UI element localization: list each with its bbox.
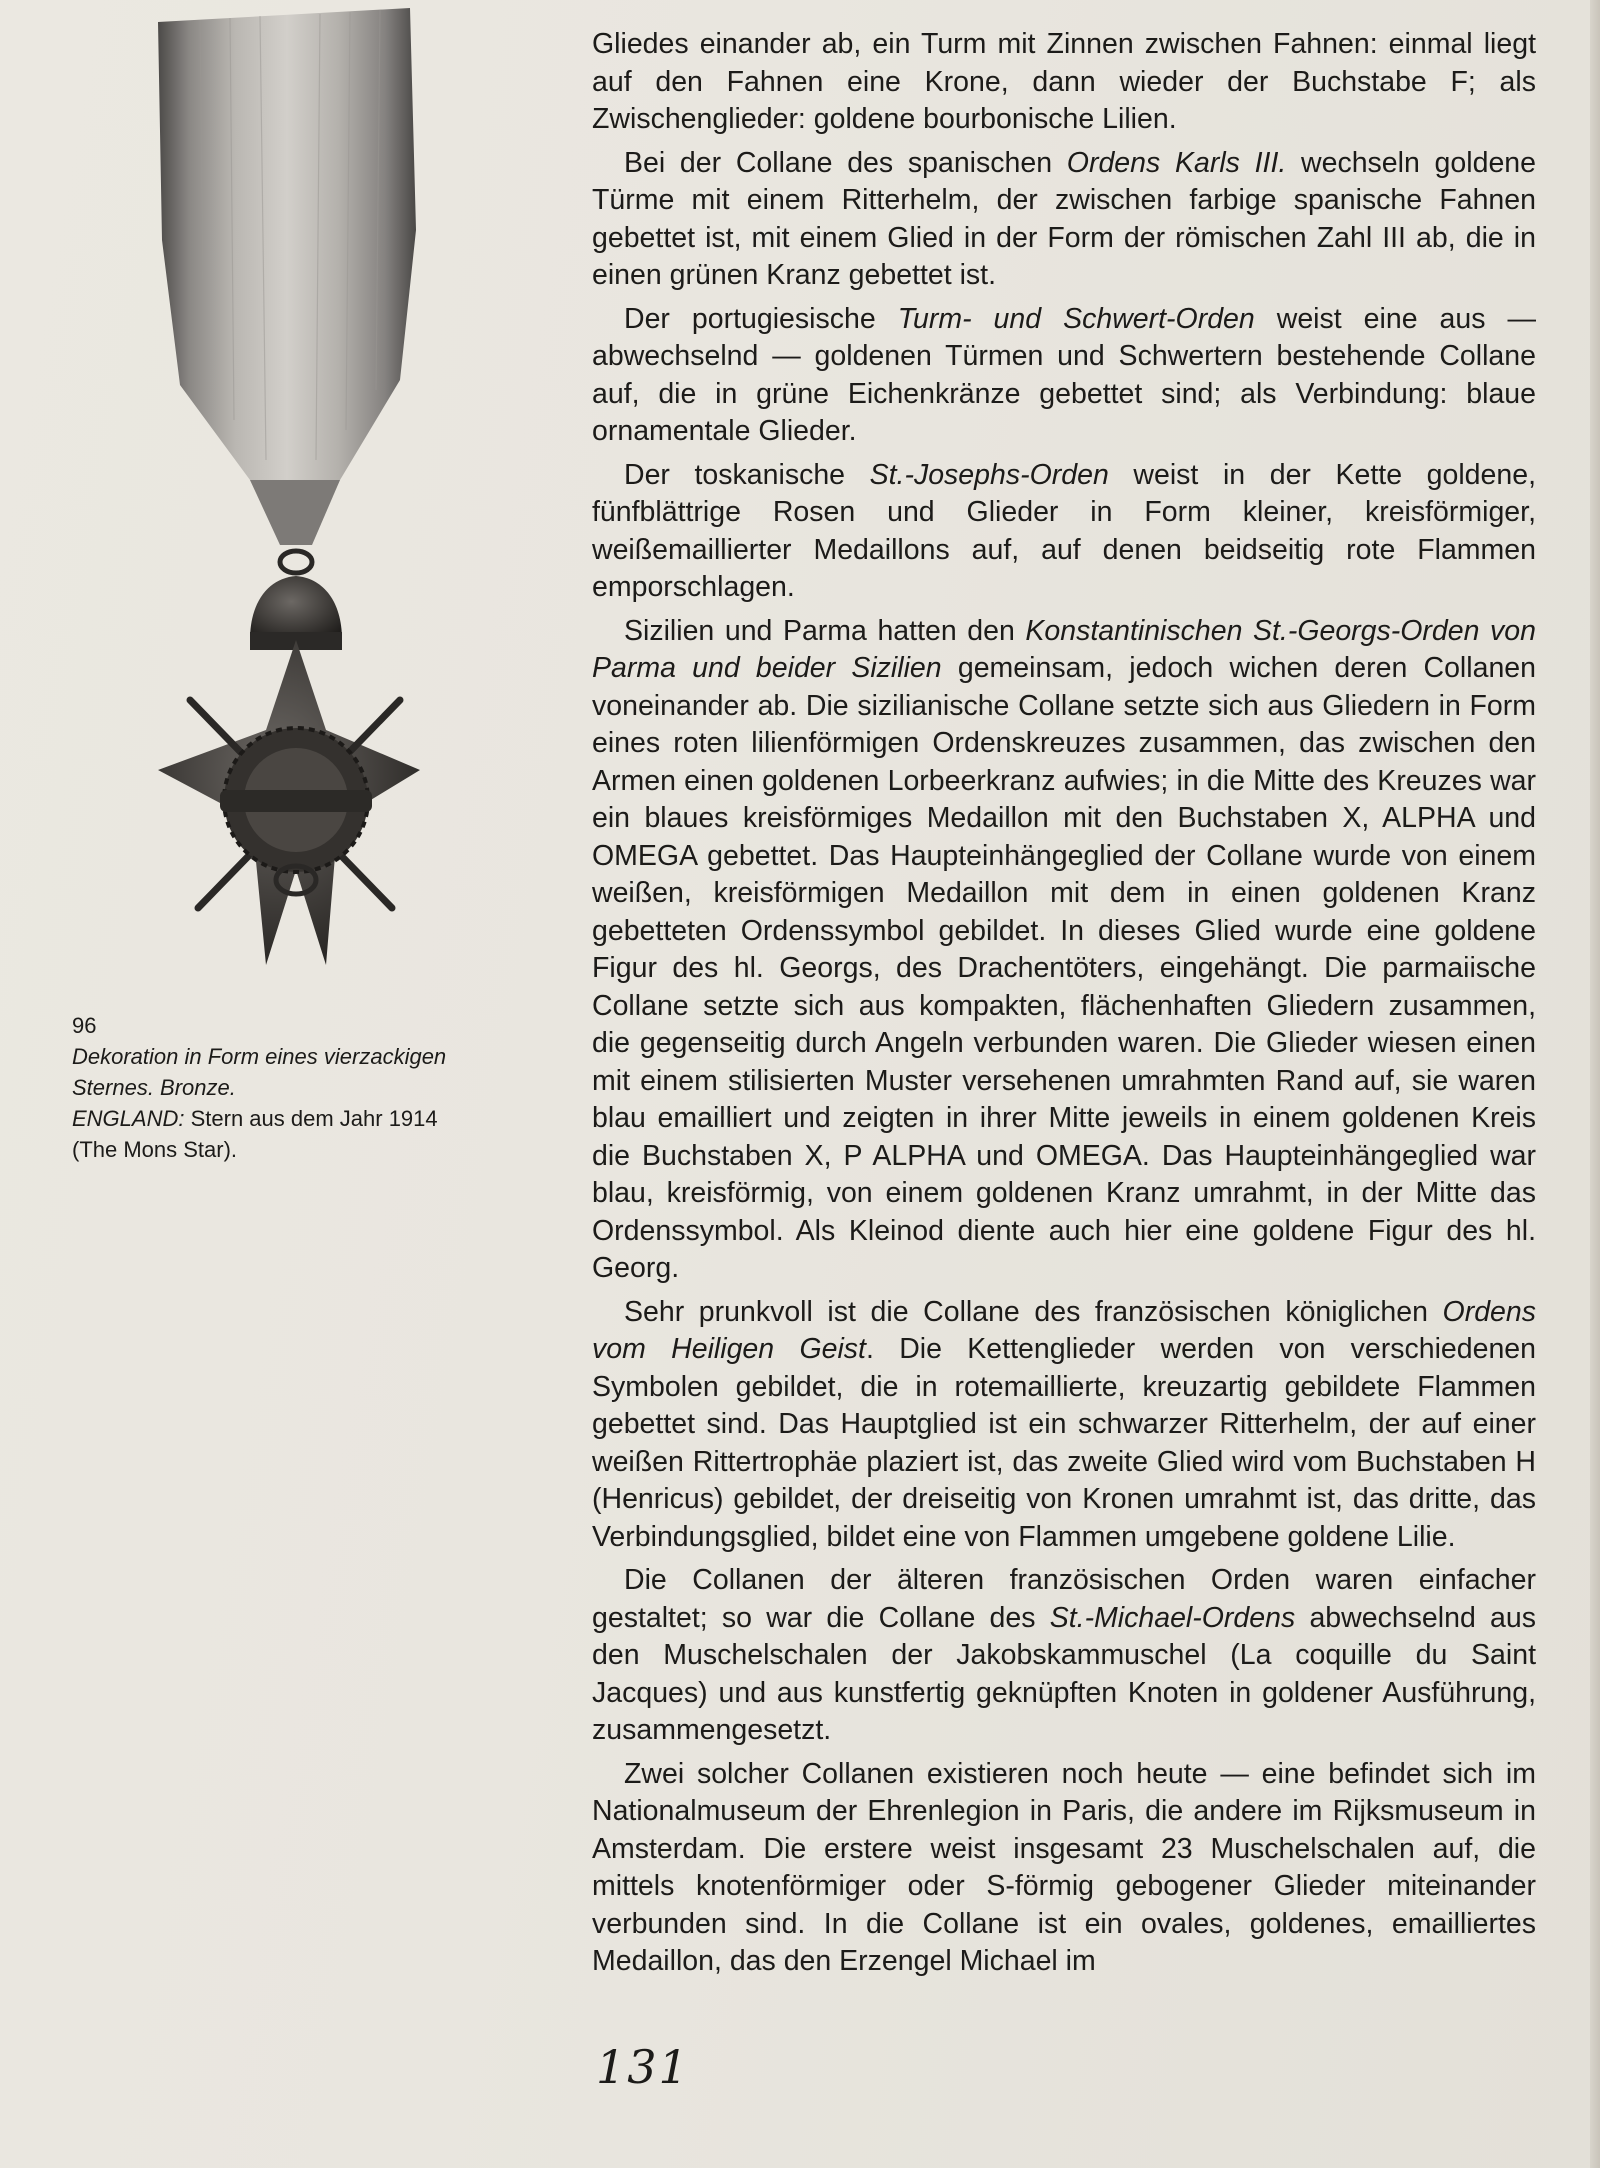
paragraph-4-text-b: weist in der Kette goldene, fünfblättrige Rosen und Glieder in Form kleiner, kreisförmiger, weißemaillierter Medaillons auf, auf denen beidseitig rote Flammen emporschlagen. xyxy=(592,458,1537,603)
paragraph-5-text-b: gemeinsam, jedoch wichen deren Collanen voneinander ab. Die sizilianische Collane setzte sich aus Gliedern in Form eines roten lilienförmigen Ordenskreuzes zusammen, das zwischen den Armen einen goldenen Lorbeerkranz aufwies; in die Mitte des Kreuzes war ein blaues kreisförmiges Medaillon mit den Buchstaben X, ALPHA und OMEGA gebettet. Das Haupteinhängeglied der Collane wurde von einem weißen, kreisförmigen Medaillon mit dem in einen goldenen Kranz gebetteten Ordenssymbol gebildet. In dieses Glied wurde eine goldene Figur des hl. Georgs, des Drachentöters, eingehängt. Die parmaiische Collane setzte sich aus kompakten, flächenhaften Gliedern zusammen, die gegenseitig durch Angeln verbunden waren. Die Glieder wiesen einen mit einem stilisierten Muster versehenen umrahmten Rand auf, sie waren blau emailliert und zeigten in ihrer Mitte jeweils in einem goldenen Kreis die Buchstaben X, P ALPHA und OMEGA. Das Haupteinhängeglied war blau, kreisförmig, von einem goldenen Kranz umrahmt, in der Mitte das Ordenssymbol. Als Kleinod diente auch hier eine goldene Figur des hl. Georg. xyxy=(592,652,1536,1284)
paragraph-2-emphasis: Ordens Karls III. xyxy=(1066,146,1287,179)
paragraph-5 xyxy=(592,613,1536,1288)
paragraph-4-emphasis: St.-Josephs-Orden xyxy=(869,458,1109,491)
medal-figure xyxy=(100,0,490,1000)
page-edge xyxy=(1590,0,1600,2168)
paragraph-1: Gliedes einander ab, ein Turm mit Zinnen zwischen Fahnen: einmal liegt auf den Fahnen eine Krone, dann wieder der Buchstabe F; als Zwischenglieder: goldene bourbonische Lilien. xyxy=(592,28,1536,135)
paragraph-3-text-a: Der portugiesische xyxy=(624,302,898,335)
paragraph-6 xyxy=(592,1294,1536,1557)
caption-description-line1: Dekoration in Form eines vierzackigen xyxy=(72,1044,447,1069)
paragraph-3-emphasis: Turm- und Schwert-Orden xyxy=(897,302,1255,335)
paragraph-3-text-b: weist eine aus — abwechselnd — goldenen Türmen und Schwertern bestehende Collane auf, die in grüne Eichenkränze gebettet sind; als Verbindung: blaue ornamentale Glieder. xyxy=(592,302,1536,447)
caption-country: ENGLAND: xyxy=(72,1106,185,1131)
figure-number: 96 xyxy=(72,1013,97,1038)
page-number: 131 xyxy=(596,2040,690,2094)
paragraph-7-emphasis: St.-Michael-Ordens xyxy=(1049,1601,1296,1634)
paragraph-4 xyxy=(592,457,1536,607)
paragraph-8: Zwei solcher Collanen existieren noch heute — eine befindet sich im Nationalmuseum der Ehrenlegion in Paris, die andere im Rijksmuseum in Amsterdam. Die erstere weist insgesamt 23 Muschelschalen auf, die mittels knotenförmiger oder S-förmig gebogener Glieder miteinander verbunden sind. In die Collane ist ein ovales, goldenes, emailliertes Medaillon, das den Erzengel Michael im xyxy=(592,1757,1536,1977)
paragraph-6-text-a: Sehr prunkvoll ist die Collane des französischen königlichen xyxy=(624,1295,1443,1328)
caption-description-line4: (The Mons Star). xyxy=(72,1137,238,1162)
paragraph-2 xyxy=(592,145,1536,295)
mons-star-medal-image xyxy=(100,0,490,1000)
caption-origin xyxy=(72,1103,492,1134)
caption-origin-text: Stern aus dem Jahr 1914 xyxy=(184,1106,438,1131)
paragraph-7-text-a: Die Collanen der älteren französischen Orden waren einfacher gestaltet; so war die Collane des xyxy=(592,1564,1536,1634)
paragraph-5-emphasis: Konstantinischen St.-Georgs-Orden von Parma und beider Sizilien xyxy=(592,614,1536,684)
paragraph-4-text-a: Der toskanische xyxy=(624,458,870,491)
figure-caption xyxy=(72,1010,492,1165)
paragraph-7 xyxy=(592,1562,1536,1750)
paragraph-6-emphasis: Ordens vom Heiligen Geist xyxy=(592,1295,1536,1365)
body-text xyxy=(592,26,1536,1987)
paragraph-6-text-b: . Die Kettenglieder werden von verschiedenen Symbolen gebildet, die in rotemaillierte, kreuzartig gebildete Flammen gebettet sind. Das Hauptglied ist ein schwarzer Ritterhelm, der auf einer weißen Rittertrophäe plaziert ist, das zweite Glied wird vom Buchstaben H (Henricus) gebildet, der dreiseitig von Kronen umrahmt ist, das dritte, das Verbindungsglied, bildet eine von Flammen umgebene goldene Lilie. xyxy=(592,1333,1536,1553)
paragraph-2-text-b: wechseln goldene Türme mit einem Ritterhelm, der zwischen farbige spanische Fahnen gebettet ist, mit einem Glied in der Form der römischen Zahl III ab, die in einen grünen Kranz gebettet ist. xyxy=(592,146,1536,291)
paragraph-7-text-b: abwechselnd aus den Muschelschalen der Jakobskammuschel (La coquille du Saint Jacques) und aus kunstfertig geknüpften Knoten in goldener Ausführung, zusammengesetzt. xyxy=(592,1601,1537,1746)
paragraph-3 xyxy=(592,301,1536,451)
paragraph-5-text-a: Sizilien und Parma hatten den xyxy=(624,614,1026,647)
paragraph-2-text-a: Bei der Collane des spanischen xyxy=(624,146,1067,179)
caption-description-line2: Sternes. Bronze. xyxy=(72,1075,236,1100)
